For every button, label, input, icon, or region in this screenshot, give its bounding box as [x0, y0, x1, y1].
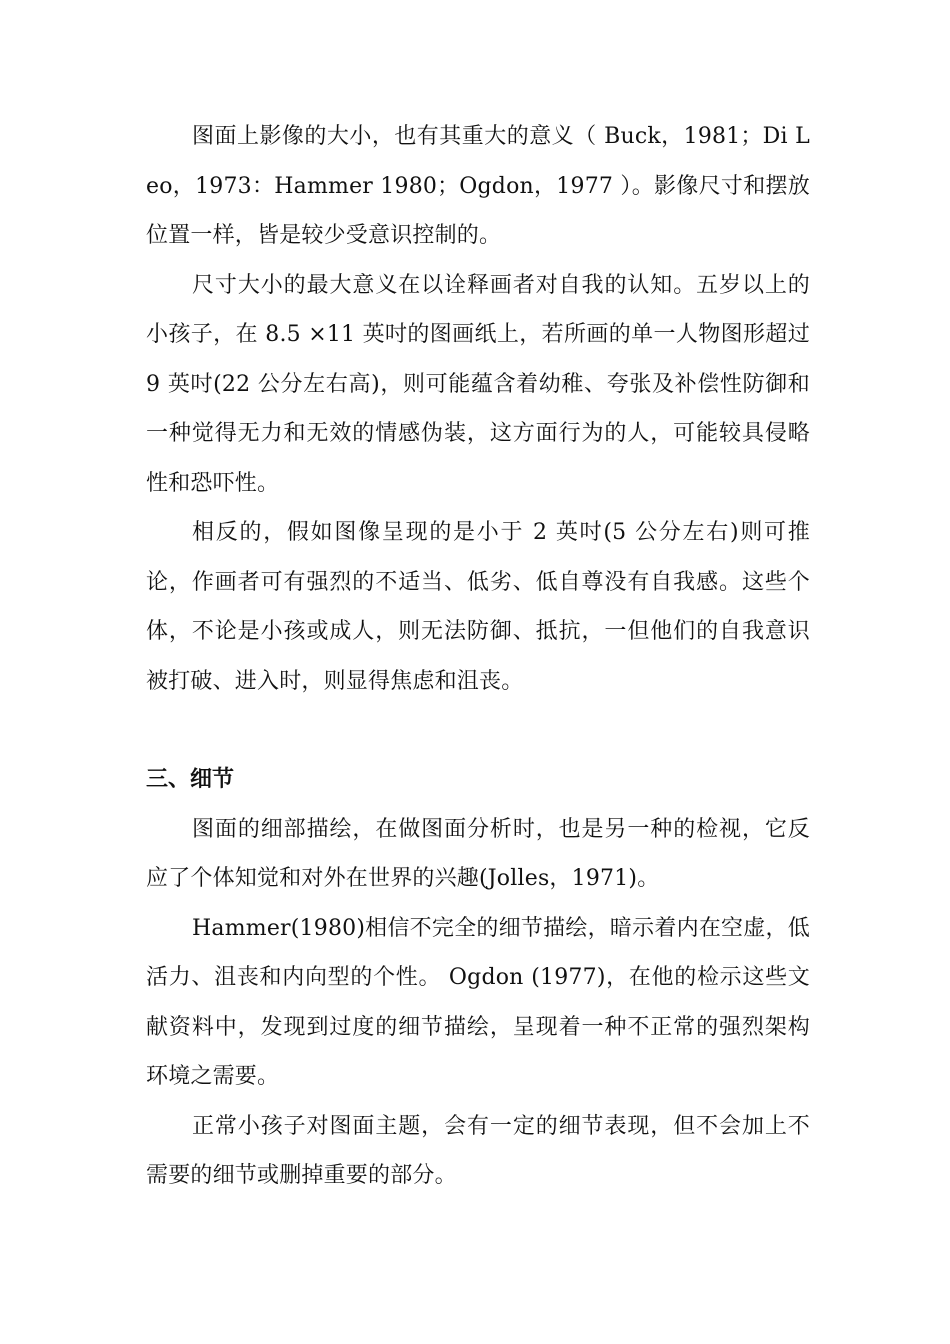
- paragraph-small-image: 相反的，假如图像呈现的是小于 2 英吋(5 公分左右)则可推论，作画者可有强烈的不适当、低劣、低自尊没有自我感。这些个体，不论是小孩或成人，则无法防御、抵抗，一但他们的自我意识被打破、进入时，则显得焦虑和沮丧。: [146, 520, 810, 694]
- document-page: [146, 112, 810, 1201]
- paragraph-detail-drawing: 图面的细部描绘，在做图面分析时，也是另一种的检视，它反应了个体知觉和对外在世界的兴趣(Jolles，1971)。: [146, 816, 810, 891]
- paragraph-normal-children: 正常小孩子对图面主题，会有一定的细节表现，但不会加上不需要的细节或删掉重要的部分。: [146, 1113, 810, 1188]
- section-gap: [146, 706, 810, 755]
- paragraph-size-meaning: 尺寸大小的最大意义在以诠释画者对自我的认知。五岁以上的小孩子，在 8.5 ×11 英吋的图画纸上，若所画的单一人物图形超过 9 英吋(22 公分左右高)，则可能蕴含着幼稚、夸张及补偿性防御和一种觉得无力和无效的情感伪装，这方面行为的人，可能较具侵略性和恐吓性。: [146, 272, 810, 496]
- paragraph-image-size: 图面上影像的大小，也有其重大的意义（ Buck，1981；Di Leo，1973：Hammer 1980；Ogdon，1977 ）。影像尺寸和摆放位置一样，皆是较少受意识控制的。: [146, 124, 810, 248]
- section-heading-details: 三、细节: [146, 766, 235, 792]
- paragraph-hammer-ogdon: Hammer(1980)相信不完全的细节描绘，暗示着内在空虚，低活力、沮丧和内向型的个性。 Ogdon (1977)，在他的检示这些文献资料中，发现到过度的细节描绘，呈现着一种不正常的强烈架构环境之需要。: [146, 915, 810, 1089]
